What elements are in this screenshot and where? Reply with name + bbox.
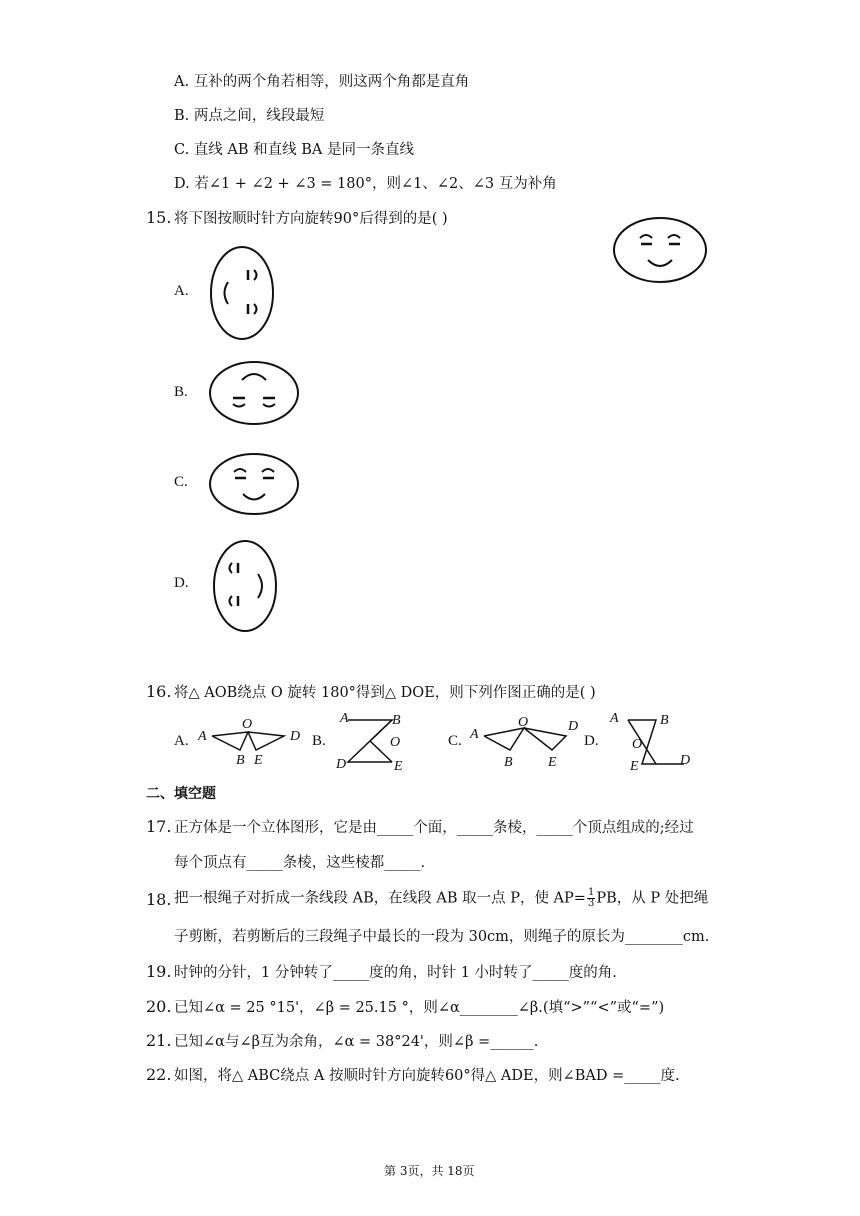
q21-number: 21. xyxy=(146,1031,172,1050)
q20-number: 20. xyxy=(146,997,172,1016)
q22-text: 如图，将△ ABC绕点 A 按顺时针方向旋转60°得△ ADE，则∠BAD =_____度. xyxy=(174,1068,680,1084)
q16b-point-b: B xyxy=(392,713,401,728)
q16-option-b-label: B. xyxy=(312,733,326,749)
q16c-point-e: E xyxy=(548,755,557,770)
q15-option-c-figure xyxy=(208,452,300,516)
q14-option-b: B. 两点之间，线段最短 xyxy=(174,108,325,124)
page-footer: 第 3页，共 18页 xyxy=(384,1164,475,1178)
q16-option-d-figure xyxy=(606,708,702,774)
q18-line1: 把一根绳子对折成一条线段 AB，在线段 AB 取一点 P，使 AP= $\frac{1}{3}$ PB，从 P 处把绳 xyxy=(174,887,709,909)
q16d-point-e: E xyxy=(630,759,639,774)
q16b-point-d: D xyxy=(336,757,347,772)
q16b-point-e: E xyxy=(394,759,403,774)
q15-option-b-figure xyxy=(208,360,300,426)
q16d-point-b: B xyxy=(660,713,669,728)
q15-option-d-label: D. xyxy=(174,575,189,591)
q16d-point-o: O xyxy=(632,737,643,752)
q16d-point-d: D xyxy=(680,753,691,768)
q16b-point-o: O xyxy=(390,735,401,750)
q15-option-a-label: A. xyxy=(174,283,189,299)
q16-option-d-label: D. xyxy=(584,733,599,749)
q16a-point-a: A xyxy=(198,729,207,744)
q15-option-b-label: B. xyxy=(174,384,188,400)
q15-text: 将下图按顺时针方向旋转90°后得到的是( ) xyxy=(174,211,448,227)
q16c-point-d: D xyxy=(568,719,579,734)
q16-number: 16. xyxy=(146,682,172,701)
q17-line1: 正方体是一个立体图形，它是由_____个面，_____条棱，_____个顶点组成的;经过 xyxy=(174,820,694,836)
q17-line2: 每个顶点有_____条棱，这些棱都_____. xyxy=(174,855,426,871)
q16b-point-a: A xyxy=(340,711,349,726)
q18-number: 18. xyxy=(146,890,172,909)
q16-option-c-figure xyxy=(468,714,588,770)
q18-line2: 子剪断，若剪断后的三段绳子中最长的一段为 30cm，则绳子的原长为________cm. xyxy=(174,929,710,945)
q16c-point-a: A xyxy=(470,727,479,742)
q15-option-a-figure xyxy=(208,244,276,342)
q16-text: 将△ AOB绕点 O 旋转 180°得到△ DOE，则下列作图正确的是( ) xyxy=(174,685,596,701)
q19-number: 19. xyxy=(146,962,172,981)
q22-number: 22. xyxy=(146,1065,172,1084)
q16-option-c-label: C. xyxy=(448,733,462,749)
q16a-point-b: B xyxy=(236,753,245,768)
q16c-point-o: O xyxy=(518,715,529,730)
q18-fraction: $\frac{1}{3}$ xyxy=(587,887,595,909)
q16a-point-e: E xyxy=(254,753,263,768)
q16a-point-d: D xyxy=(290,729,301,744)
q21-text: 已知∠α与∠β互为余角，∠α = 38°24'，则∠β =______. xyxy=(174,1034,539,1050)
q16d-point-a: A xyxy=(610,711,619,726)
q16a-point-o: O xyxy=(242,717,253,732)
q16c-point-b: B xyxy=(504,755,513,770)
q14-option-a: A. 互补的两个角若相等，则这两个角都是直角 xyxy=(174,74,470,90)
q16-option-a-figure xyxy=(198,714,308,770)
q20-text: 已知∠α = 25 °15'，∠β = 25.15 °，则∠α________∠β.(填“>”“<”或“=”) xyxy=(174,1000,665,1016)
q17-number: 17. xyxy=(146,817,172,836)
q16-option-b-figure xyxy=(330,708,410,772)
q16-option-a-label: A. xyxy=(174,733,189,749)
q14-option-d: D. 若∠1 + ∠2 + ∠3 = 180°，则∠1、∠2、∠3 互为补角 xyxy=(174,176,557,192)
q15-option-c-label: C. xyxy=(174,474,188,490)
q15-number: 15. xyxy=(146,208,172,227)
q19-text: 时钟的分针，1 分钟转了_____度的角，时针 1 小时转了_____度的角. xyxy=(174,965,617,981)
q15-option-d-figure xyxy=(212,538,278,634)
q14-option-c: C. 直线 AB 和直线 BA 是同一条直线 xyxy=(174,142,414,158)
section-title: 二、填空题 xyxy=(146,786,216,802)
q15-reference-face xyxy=(612,216,708,284)
